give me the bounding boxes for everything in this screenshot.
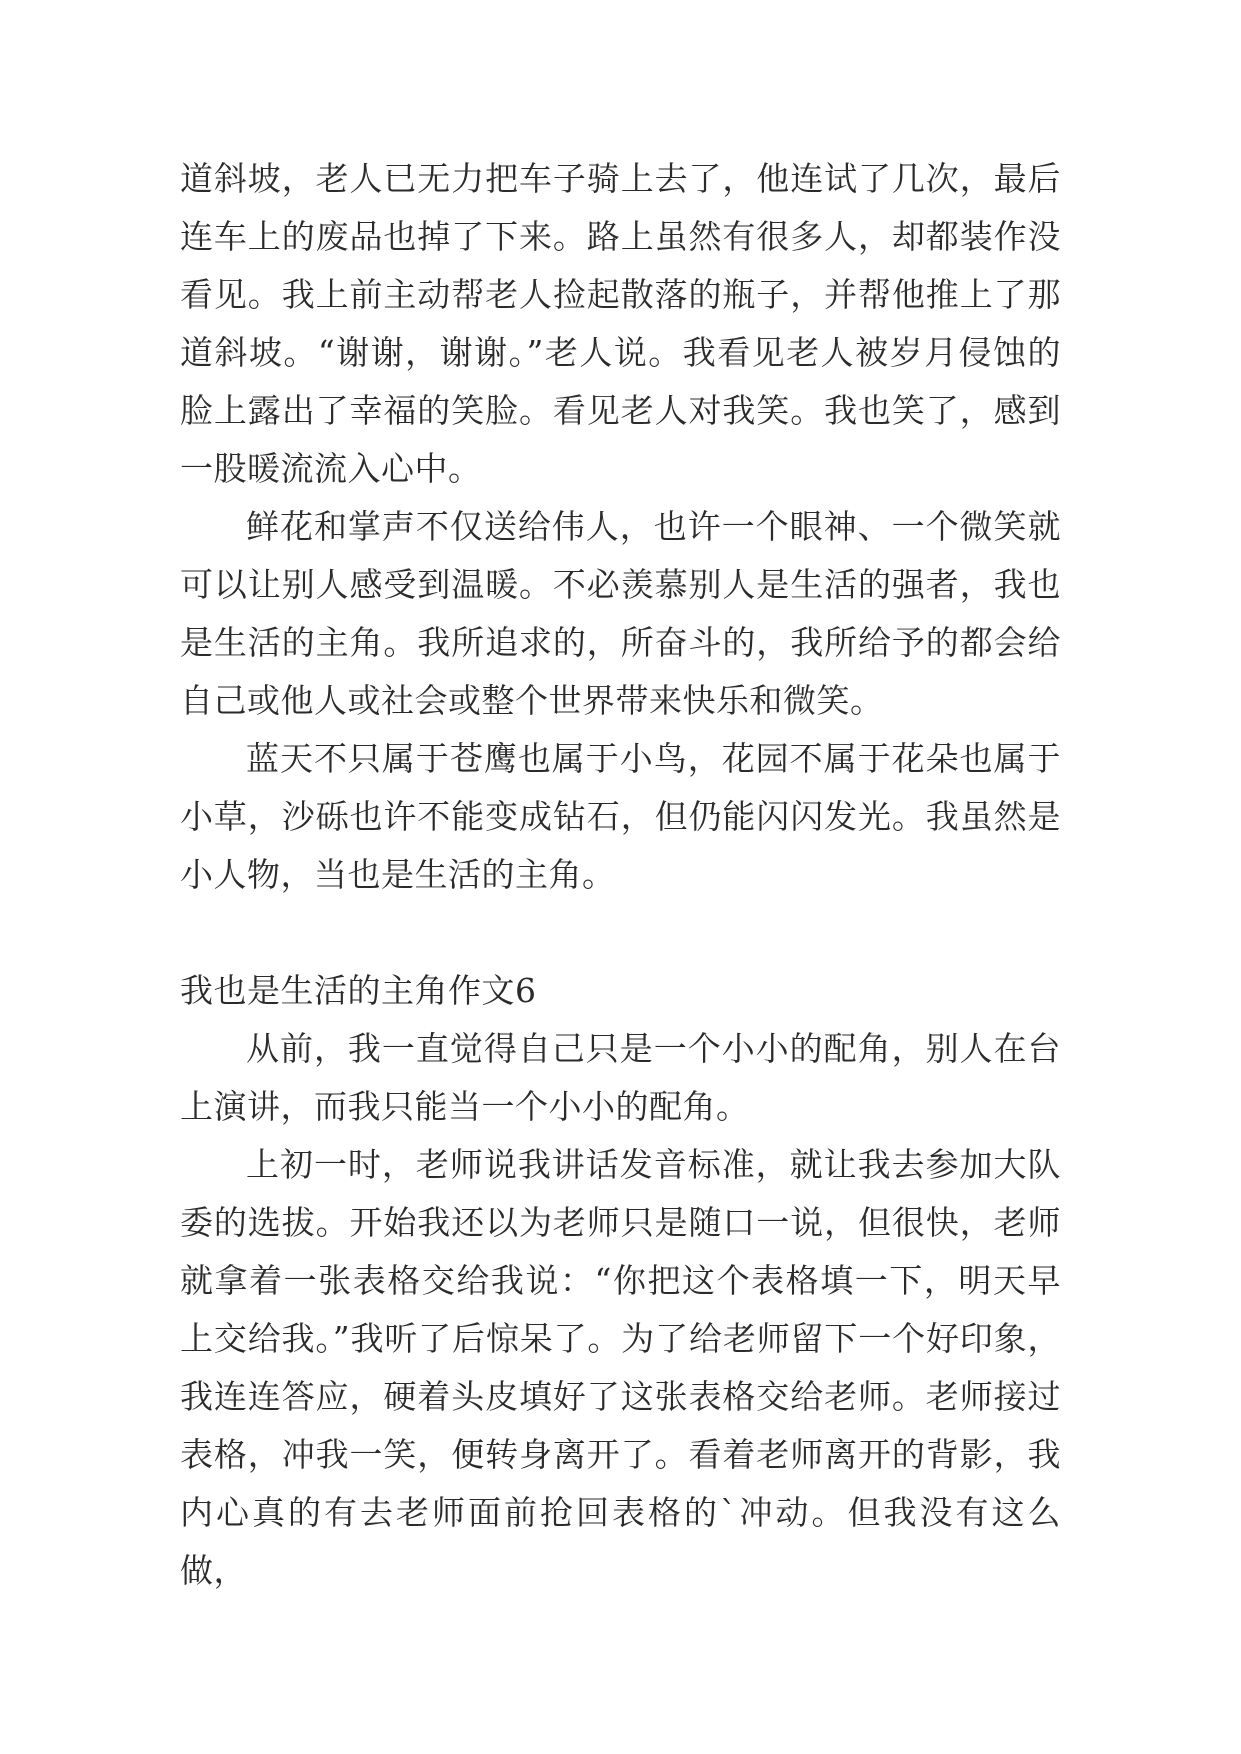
essay-text-block — [180, 150, 1061, 1600]
essay-paragraph: 蓝天不只属于苍鹰也属于小鸟，花园不属于花朵也属于小草，沙砾也许不能变成钻石，但仍能闪闪发光。我虽然是小人物，当也是生活的主角。 — [180, 739, 1061, 894]
essay-paragraph-continuation: 道斜坡，老人已无力把车子骑上去了，他连试了几次，最后连车上的废品也掉了下来。路上虽然有很多人，却都装作没看见。我上前主动帮老人捡起散落的瓶子，并帮他推上了那道斜坡。“谢谢，谢谢。”老人说。我看见老人被岁月侵蚀的脸上露出了幸福的笑脸。看见老人对我笑。我也笑了，感到一股暖流流入心中。 — [180, 159, 1061, 488]
essay-paragraph: 从前，我一直觉得自己只是一个小小的配角，别人在台上演讲，而我只能当一个小小的配角。 — [180, 1029, 1061, 1126]
essay-section-heading: 我也是生活的主角作文6 — [180, 971, 537, 1010]
essay-paragraph: 上初一时，老师说我讲话发音标准，就让我去参加大队委的选拔。开始我还以为老师只是随口一说，但很快，老师就拿着一张表格交给我说：“你把这个表格填一下，明天早上交给我。”我听了后惊呆了。为了给老师留下一个好印象，我连连答应，硬着头皮填好了这张表格交给老师。老师接过表格，冲我一笑，便转身离开了。看着老师离开的背影，我内心真的有去老师面前抢回表格的`冲动。但我没有这么做， — [180, 1145, 1061, 1590]
essay-paragraph: 鲜花和掌声不仅送给伟人，也许一个眼神、一个微笑就可以让别人感受到温暖。不必羡慕别人是生活的强者，我也是生活的主角。我所追求的，所奋斗的，我所给予的都会给自己或他人或社会或整个世界带来快乐和微笑。 — [180, 507, 1061, 720]
